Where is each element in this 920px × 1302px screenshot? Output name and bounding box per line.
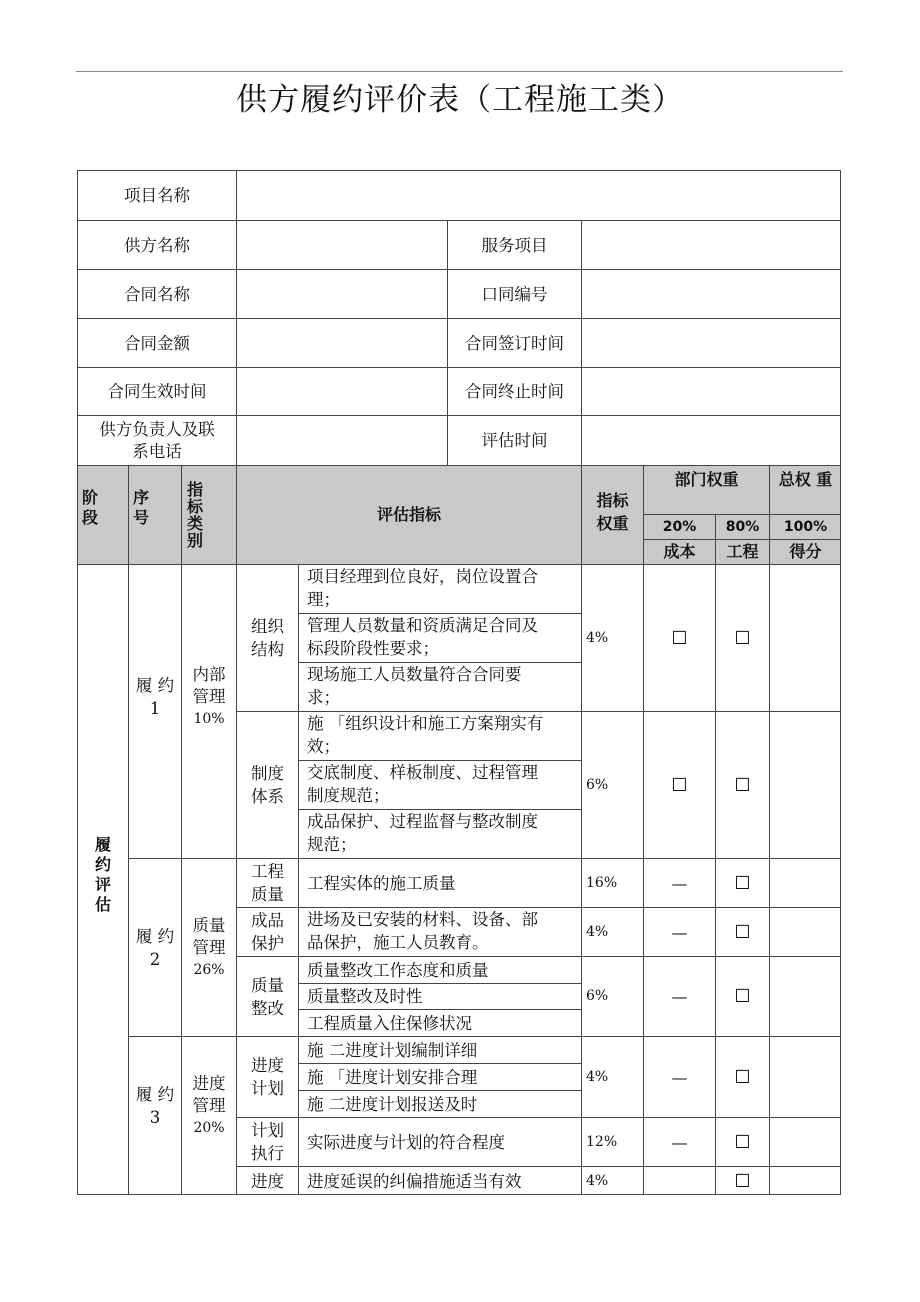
item-11: 工程质量入住保修状况 [298, 1009, 581, 1036]
item-14: 施 二进度计划报送及时 [298, 1090, 581, 1117]
item-15: 实际进度与计划的符合程度 [298, 1117, 581, 1166]
effective-date-label: 合同生效时间 [77, 367, 236, 415]
item-6: 成品保护、过程监督与整改制度 规范； [298, 809, 581, 858]
group-cat-3: 进度 管理 20% [181, 1036, 236, 1195]
header-stage: 阶 段 [77, 465, 128, 564]
contract-name-label: 合同名称 [77, 269, 236, 318]
contract-amount-label: 合同金额 [77, 318, 236, 367]
eval-date-label: 评估时间 [447, 415, 581, 465]
cost-mark-4: — [643, 907, 715, 956]
top-rule [76, 71, 843, 72]
contact-label [77, 415, 236, 465]
subcat-system: 制度 体系 [236, 711, 298, 858]
group-seq-3: 履 约 3 [128, 1036, 181, 1195]
service-item-label: 服务项目 [447, 220, 581, 269]
item-5: 交底制度、样板制度、过程管理 制度规范； [298, 760, 581, 809]
cost-mark-3: — [643, 858, 715, 907]
stage-column: 履 约 评 估 [77, 564, 128, 1195]
item-1: 项目经理到位良好，岗位设置合 理； [298, 564, 581, 613]
header-indicator: 评估指标 [236, 465, 581, 564]
subcat-protection: 成品 保护 [236, 907, 298, 956]
score-4[interactable] [769, 907, 841, 956]
item-10: 质量整改及时性 [298, 983, 581, 1009]
group-cat-2: 质量 管理 26% [181, 858, 236, 1036]
cost-mark-7: — [643, 1117, 715, 1166]
eng-mark-2[interactable]: ☐ [715, 711, 769, 858]
cost-mark-8 [643, 1166, 715, 1195]
item-13: 施 「进度计划安排合理 [298, 1063, 581, 1090]
subcat-schedule-plan: 进度 计划 [236, 1036, 298, 1117]
header-dept-weight: 部门权重 [643, 465, 769, 514]
item-9: 质量整改工作态度和质量 [298, 956, 581, 983]
header-pct-eng: 80% [715, 514, 769, 539]
subcat-plan-execution: 计划 执行 [236, 1117, 298, 1166]
weight-7: 12% [581, 1117, 643, 1166]
eng-mark-3[interactable]: ☐ [715, 858, 769, 907]
header-cost: 成本 [643, 539, 715, 564]
group-cat-1: 内部 管理 10% [181, 564, 236, 858]
contract-no-field[interactable] [581, 269, 841, 318]
score-5[interactable] [769, 956, 841, 1036]
weight-4: 4% [581, 907, 643, 956]
contract-amount-field[interactable] [236, 318, 447, 367]
item-7: 工程实体的施工质量 [298, 858, 581, 907]
subcat-rectification: 质量 整改 [236, 956, 298, 1036]
project-name-label: 项目名称 [77, 170, 236, 220]
contact-label-line1: 供方负责人及联 [99, 419, 215, 439]
supplier-name-field[interactable] [236, 220, 447, 269]
subcat-org-structure: 组织 结构 [236, 564, 298, 711]
header-weight: 指标 权重 [581, 465, 643, 564]
sign-date-label: 合同签订时间 [447, 318, 581, 367]
eng-mark-8[interactable]: ☐ [715, 1166, 769, 1195]
score-8[interactable] [769, 1166, 841, 1195]
eng-mark-7[interactable]: ☐ [715, 1117, 769, 1166]
item-4: 施 「组织设计和施工方案翔实有 效； [298, 711, 581, 760]
eng-mark-6[interactable]: ☐ [715, 1036, 769, 1117]
weight-1: 4% [581, 564, 643, 711]
header-pct-cost: 20% [643, 514, 715, 539]
sign-date-field[interactable] [581, 318, 841, 367]
score-3[interactable] [769, 858, 841, 907]
eng-mark-1[interactable]: ☐ [715, 564, 769, 711]
header-total-weight: 总权 重 [769, 465, 841, 514]
effective-date-field[interactable] [236, 367, 447, 415]
group-seq-1: 履 约 1 [128, 564, 181, 858]
supplier-name-label: 供方名称 [77, 220, 236, 269]
item-3: 现场施工人员数量符合合同要 求； [298, 662, 581, 711]
end-date-field[interactable] [581, 367, 841, 415]
contact-label-line2: 系电话 [132, 441, 182, 461]
contact-field[interactable] [236, 415, 447, 465]
eng-mark-4[interactable]: ☐ [715, 907, 769, 956]
header-pct-total: 100% [769, 514, 841, 539]
weight-8: 4% [581, 1166, 643, 1195]
cost-mark-5: — [643, 956, 715, 1036]
header-score: 得分 [769, 539, 841, 564]
subcat-schedule: 进度 [236, 1166, 298, 1195]
header-seq: 序 号 [128, 465, 181, 564]
cost-mark-1[interactable]: ☐ [643, 564, 715, 711]
weight-3: 16% [581, 858, 643, 907]
score-7[interactable] [769, 1117, 841, 1166]
project-name-field[interactable] [236, 170, 841, 220]
end-date-label: 合同终止时间 [447, 367, 581, 415]
weight-6: 4% [581, 1036, 643, 1117]
weight-5: 6% [581, 956, 643, 1036]
eng-mark-5[interactable]: ☐ [715, 956, 769, 1036]
item-12: 施 二进度计划编制详细 [298, 1036, 581, 1063]
item-8: 进场及已安装的材料、设备、部 品保护，施工人员教育。 [298, 907, 581, 956]
score-6[interactable] [769, 1036, 841, 1117]
item-2: 管理人员数量和资质满足合同及 标段阶段性要求； [298, 613, 581, 662]
page-title: 供方履约评价表（工程施工类） [236, 82, 684, 118]
item-16: 进度延误的纠偏措施适当有效 [298, 1166, 581, 1195]
score-2[interactable] [769, 711, 841, 858]
cost-mark-2[interactable]: ☐ [643, 711, 715, 858]
contract-name-field[interactable] [236, 269, 447, 318]
subcat-eng-quality: 工程 质量 [236, 858, 298, 907]
eval-date-field[interactable] [581, 415, 841, 465]
score-1[interactable] [769, 564, 841, 711]
weight-2: 6% [581, 711, 643, 858]
contract-no-label: 口同编号 [447, 269, 581, 318]
header-category: 指 标 类 别 [181, 465, 236, 564]
service-item-field[interactable] [581, 220, 841, 269]
cost-mark-6: — [643, 1036, 715, 1117]
header-engineering: 工程 [715, 539, 769, 564]
group-seq-2: 履 约 2 [128, 858, 181, 1036]
